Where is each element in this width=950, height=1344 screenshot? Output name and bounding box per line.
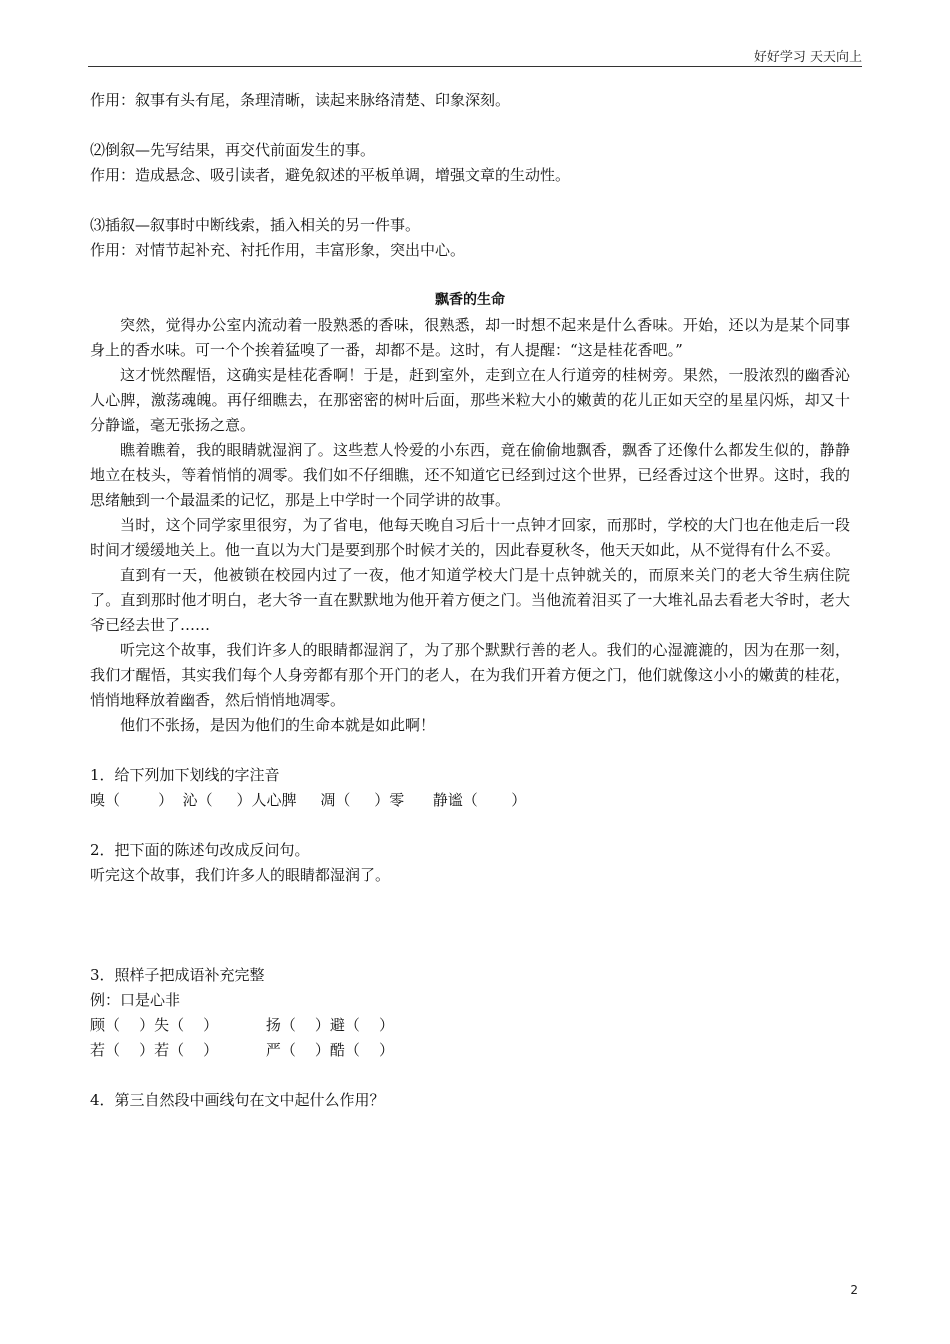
page-number: 2 xyxy=(850,1283,858,1297)
article-paragraph: 突然，觉得办公室内流动着一股熟悉的香味，很熟悉，却一时想不起来是什么香味。开始，还以为是某个同事身上的香水味。可一个个挨着猛嗅了一番，却都不是。这时，有人提醒：“这是桂花香吧。” xyxy=(90,316,850,359)
question-3-title: 3．照样子把成语补充完整 xyxy=(90,966,265,984)
article-paragraph: 这才恍然醒悟，这确实是桂花香啊！于是，赶到室外，走到立在人行道旁的桂树旁。果然，一股浓烈的幽香沁人心脾，激荡魂魄。再仔细瞧去，在那密密的树叶后面，那些米粒大小的嫩黄的花儿正如天空的星星闪烁，却又十分静谧，毫无张扬之意。 xyxy=(90,366,850,434)
page-header xyxy=(88,40,862,67)
article-paragraph: 当时，这个同学家里很穷，为了省电，他每天晚自习后十一点钟才回家，而那时，学校的大门也在他走后一段时间才缓缓地关上。他一直以为大门是要到那个时候才关的，因此春夏秋冬，他天天如此，从不觉得有什么不妥。 xyxy=(90,516,850,559)
intro-item-2-title: ⑵倒叙—先写结果，再交代前面发生的事。 xyxy=(90,141,376,159)
article-paragraph: 听完这个故事，我们许多人的眼睛都湿润了，为了那个默默行善的老人。我们的心湿漉漉的，因为在那一刻，我们才醒悟，其实我们每个人身旁都有那个开门的老人，在为我们开着方便之门，他们就像这小小的嫩黄的桂花，悄悄地释放着幽香，然后悄悄地凋零。 xyxy=(90,641,850,709)
question-2-title: 2．把下面的陈述句改成反问句。 xyxy=(90,841,310,859)
question-2-sentence: 听完这个故事，我们许多人的眼睛都湿润了。 xyxy=(90,866,391,884)
question-3-example: 例：口是心非 xyxy=(90,991,181,1009)
article-title: 飘香的生命 xyxy=(435,292,505,308)
question-1-title: 1．给下列加下划线的字注音 xyxy=(90,766,280,784)
question-3-row-1: 顾（ ）失（ ） 扬（ ）避（ ） xyxy=(90,1016,394,1034)
question-4-title: 4．第三自然段中画线句在文中起什么作用？ xyxy=(90,1091,385,1109)
article-paragraph: 直到有一天，他被锁在校园内过了一夜，他才知道学校大门是十点钟就关的，而原来关门的老大爷生病住院了。直到那时他才明白，老大爷一直在默默地为他开着方便之门。当他流着泪买了一大堆礼品去看老大爷时，老大爷已经去世了…… xyxy=(90,566,850,634)
header-motto: 好好学习 天天向上 xyxy=(753,50,862,65)
document-body xyxy=(90,88,850,1113)
question-3-row-2: 若（ ）若（ ） 严（ ）酷（ ） xyxy=(90,1041,394,1059)
intro-item-3-title: ⑶插叙—叙事时中断线索，插入相关的另一件事。 xyxy=(90,216,421,234)
intro-item-3-effect: 作用：对情节起补充、衬托作用，丰富形象，突出中心。 xyxy=(90,241,466,259)
article-paragraph: 瞧着瞧着，我的眼睛就湿润了。这些惹人怜爱的小东西，竟在偷偷地飘香，飘香了还像什么都发生似的，静静地立在枝头，等着悄悄的凋零。我们如不仔细瞧，还不知道它已经到过这个世界，已经香过这个世界。这时，我的思绪触到一个最温柔的记忆，那是上中学时一个同学讲的故事。 xyxy=(90,441,850,509)
intro-effect-1: 作用：叙事有头有尾，条理清晰，读起来脉络清楚、印象深刻。 xyxy=(90,91,511,109)
intro-item-2-effect: 作用：造成悬念、吸引读者，避免叙述的平板单调，增强文章的生动性。 xyxy=(90,166,571,184)
question-1-blanks: 嗅（ ） 沁（ ）人心脾 凋（ ）零 静谧（ ） xyxy=(90,791,527,809)
article-paragraph: 他们不张扬，是因为他们的生命本就是如此啊！ xyxy=(120,716,436,734)
